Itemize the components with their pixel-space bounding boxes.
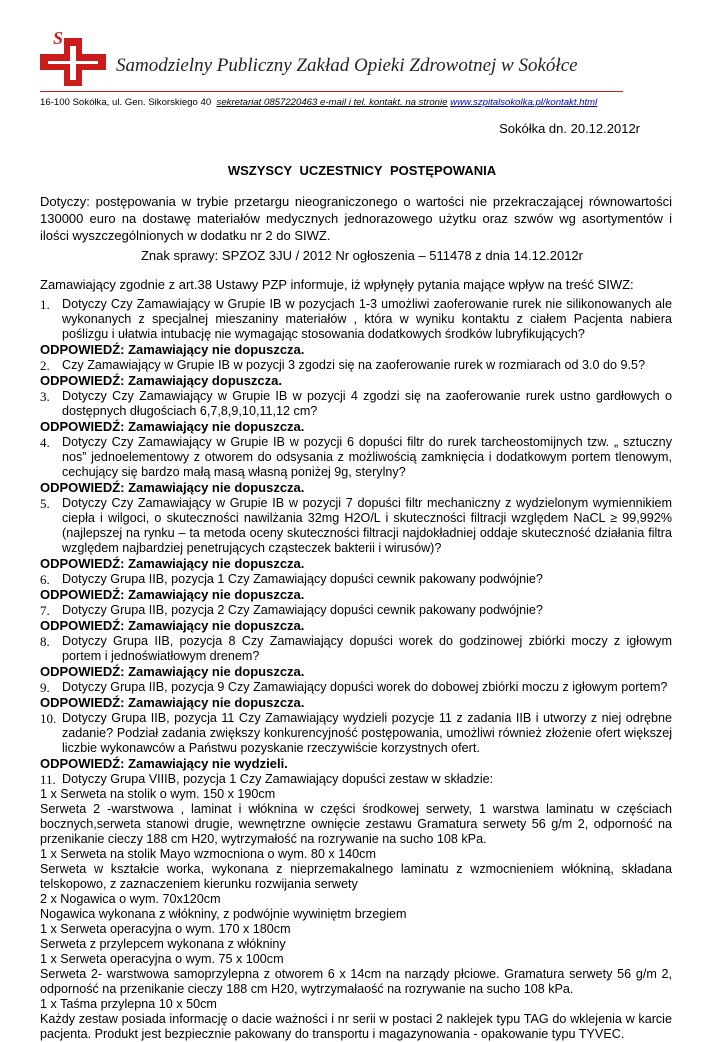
question-item <box>40 634 672 664</box>
questions-list <box>40 297 672 1042</box>
logo-letter: S <box>53 30 64 48</box>
address-line <box>40 97 597 108</box>
question-text: Dotyczy Czy Zamawiający w Grupie IB w pozycji 7 dopuści filtr mechaniczny z wydzielonym wymiennikiem ciepła i wilgoci, o skuteczności nawilżania 32mg H2O/L i skuteczności filtracji względem NaCL ≥ 99,992% (najlepszej na rynku – ta metoda oceny skuteczności filtracji najdokładniej oddaje skuteczność działania filtra względem najbardziej penetrujących cząsteczek bakterii i wirusów)? <box>62 496 672 555</box>
document-date: Sokółka dn. 20.12.2012r <box>499 121 640 136</box>
kit-line: Serweta w kształcie worka, wykonana z nieprzemakalnego laminatu z wzmocnieniem włókniną, składana telskopowo, z zaznaczeniem kierunku rozwijania serwety <box>40 862 672 891</box>
question-number: 8. <box>40 634 50 649</box>
kit-line: 1 x Serweta na stolik o wym. 150 x 190cm <box>40 787 276 801</box>
question-text: Dotyczy Grupa IIB, pozycja 2 Czy Zamawiający dopuści cewnik pakowany podwójnie? <box>62 603 543 617</box>
question-number: 4. <box>40 435 50 450</box>
header-divider <box>40 91 623 92</box>
question-item <box>40 435 672 480</box>
kit-line: Serweta 2- warstwowa samoprzylepna z otworem 6 x 14cm na narządy płciowe. Gramatura serwety 56 g/m 2, odporność na przenikanie cieczy 188 cm H20, wytrzymałaość na rozrywanie na sucho 108 kPa. <box>40 967 672 996</box>
question-number: 3. <box>40 389 50 404</box>
question-text: Dotyczy Czy Zamawiający w Grupie IB w pozycji 6 dopuści filtr do rurek tarcheostomijnych tzw. „ sztuczny nos” jednoelementowy z otworem do odsysania z możliwością zamknięcia i dodatkowym portem tlenowym, cechujący się bardzo małą masą własną poniżej 9g, sterylny? <box>62 435 672 479</box>
hospital-logo <box>40 30 108 86</box>
question-number: 1. <box>40 297 50 312</box>
question-number: 6. <box>40 572 50 587</box>
answer-text: ODPOWIEDŹ: Zamawiający nie dopuszcza. <box>40 419 305 434</box>
answer-text: ODPOWIEDŹ: Zamawiający nie dopuszcza. <box>40 342 305 357</box>
address-text: 16-100 Sokółka, ul. Gen. Sikorskiego 40 <box>40 97 212 108</box>
contact-link[interactable]: www.szpitalsokolka.pl/kontakt.html <box>450 97 598 108</box>
kit-composition <box>40 787 672 1042</box>
contact-text: sekretariat 0857220463 e-mail i tel. kontakt. na stronie <box>216 97 448 108</box>
answer-text: ODPOWIEDŹ: Zamawiający nie dopuszcza. <box>40 556 305 571</box>
question-item <box>40 772 672 787</box>
question-text: Dotyczy Czy Zamawiający w Grupie IB w pozycji 4 zgodzi się na zaoferowanie rurek ustno gardłowych o dostępnych długościach 6,7,8,9,10,11,12 cm? <box>62 389 672 418</box>
kit-line: 2 x Nogawica o wym. 70x120cm <box>40 892 221 906</box>
intro-paragraph: Zamawiający zgodnie z art.38 Ustawy PZP informuje, iż wpłynęły pytania mające wpływ na treść SIWZ: <box>40 277 634 292</box>
question-item <box>40 297 672 342</box>
kit-line: 1 x Serweta na stolik Mayo wzmocniona o wym. 80 x 140cm <box>40 847 376 861</box>
kit-line: 1 x Taśma przylepna 10 x 50cm <box>40 997 217 1011</box>
kit-line: Serweta 2 -warstwowa , laminat i włóknina w części środkowej serwety, 1 warstwa laminatu w częściach bocznych,serweta stanowi drugie, wewnętrzne ownięcie zestawu Gramatura serwety 56 g/m 2, odporność na przenikanie cieczy 188 cm H20, wytrzymałość na rozrywanie na sucho 108 kPa. <box>40 802 672 846</box>
question-item <box>40 572 672 587</box>
answer-text: ODPOWIEDŹ: Zamawiający nie dopuszcza. <box>40 664 305 679</box>
answer-text: ODPOWIEDŹ: Zamawiający nie dopuszcza. <box>40 587 305 602</box>
question-item <box>40 389 672 419</box>
question-text: Dotyczy Grupa VIIIB, pozycja 1 Czy Zamawiający dopuści zestaw w składzie: <box>62 772 494 786</box>
organization-name: Samodzielny Publiczny Zakład Opieki Zdrowotnej w Sokółce <box>116 55 578 76</box>
question-number: 7. <box>40 603 50 618</box>
question-text: Dotyczy Grupa IIB, pozycja 11 Czy Zamawiający wydzieli pozycje 11 z zadania IIB i utworzy z niej odrębne zadanie? Podział zadania zwiększy konkurencyjność postępowania, umożliwi również złożenie ofert większej liczbie wykonawców a Państwu pozyskanie rzeczywiście korzystnych ofert. <box>62 711 672 755</box>
question-number: 11. <box>40 772 56 787</box>
question-text: Dotyczy Grupa IIB, pozycja 8 Czy Zamawiający dopuści worek do godzinowej zbiórki moczy z igłowym portem i jednoświatłowym drenem? <box>62 634 672 663</box>
question-text: Czy Zamawiający w Grupie IB w pozycji 3 zgodzi się na zaoferowanie rurek w rozmiarach od 3.0 do 9.5? <box>62 358 646 372</box>
question-number: 10. <box>40 711 57 726</box>
question-item <box>40 603 672 618</box>
answer-text: ODPOWIEDŹ: Zamawiający nie dopuszcza. <box>40 480 305 495</box>
question-text: Dotyczy Grupa IIB, pozycja 1 Czy Zamawiający dopuści cewnik pakowany podwójnie? <box>62 572 543 586</box>
kit-line: 1 x Serweta operacyjna o wym. 75 x 100cm <box>40 952 284 966</box>
question-item <box>40 680 672 695</box>
question-number: 9. <box>40 680 50 695</box>
answer-text: ODPOWIEDŹ: Zamawiający nie dopuszcza. <box>40 695 305 710</box>
question-item <box>40 496 672 556</box>
question-number: 2. <box>40 358 50 373</box>
kit-line: Serweta z przylepcem wykonana z włókniny <box>40 937 286 951</box>
question-text: Dotyczy Grupa IIB, pozycja 9 Czy Zamawiający dopuści worek do dobowej zbiórki moczu z igłowym portem? <box>62 680 668 694</box>
answer-text: ODPOWIEDŹ: Zamawiający nie wydzieli. <box>40 756 288 771</box>
question-number: 5. <box>40 496 50 511</box>
kit-line: Każdy zestaw posiada informację o dacie ważności i nr serii w postaci 2 naklejek typu TAG do wklejenia w karcie pacjenta. Produkt jest bezpiecznie pakowany do transportu i magazynowania - opakowanie typu TYVEC. <box>40 1012 672 1041</box>
answer-text: ODPOWIEDŹ: Zamawiający dopuszcza. <box>40 373 282 388</box>
recipients-heading: WSZYSCY UCZESTNICY POSTĘPOWANIA <box>227 163 497 178</box>
question-text: Dotyczy Czy Zamawiający w Grupie IB w pozycjach 1-3 umożliwi zaoferowanie rurek nie silikonowanych ale wykonanych z specjalnej mieszaniny materiałów , która w wyniku kontaktu z ciałem Pacjenta nabiera poślizgu i ułatwia intubację nie wymagając stosowania dodatkowych środków lubryfikujących? <box>62 297 672 341</box>
question-item <box>40 711 672 756</box>
case-reference: Znak sprawy: SPZOZ 3JU / 2012 Nr ogłoszenia – 511478 z dnia 14.12.2012r <box>140 248 583 263</box>
question-item <box>40 358 672 373</box>
kit-line: Nogawica wykonana z włókniny, z podwójnie wywiniętm brzegiem <box>40 907 407 921</box>
kit-line: 1 x Serweta operacyjna o wym. 170 x 180cm <box>40 922 291 936</box>
subject-paragraph: Dotyczy: postępowania w trybie przetargu nieograniczonego o wartości nie przekraczającej równowartości 130000 euro na dostawę materiałów medycznych jednorazowego użytku oraz szwów wg asortymentów i ilości wyszczególnionych w dodatku nr 2 do SIWZ. <box>40 194 672 243</box>
answer-text: ODPOWIEDŹ: Zamawiający nie dopuszcza. <box>40 618 305 633</box>
